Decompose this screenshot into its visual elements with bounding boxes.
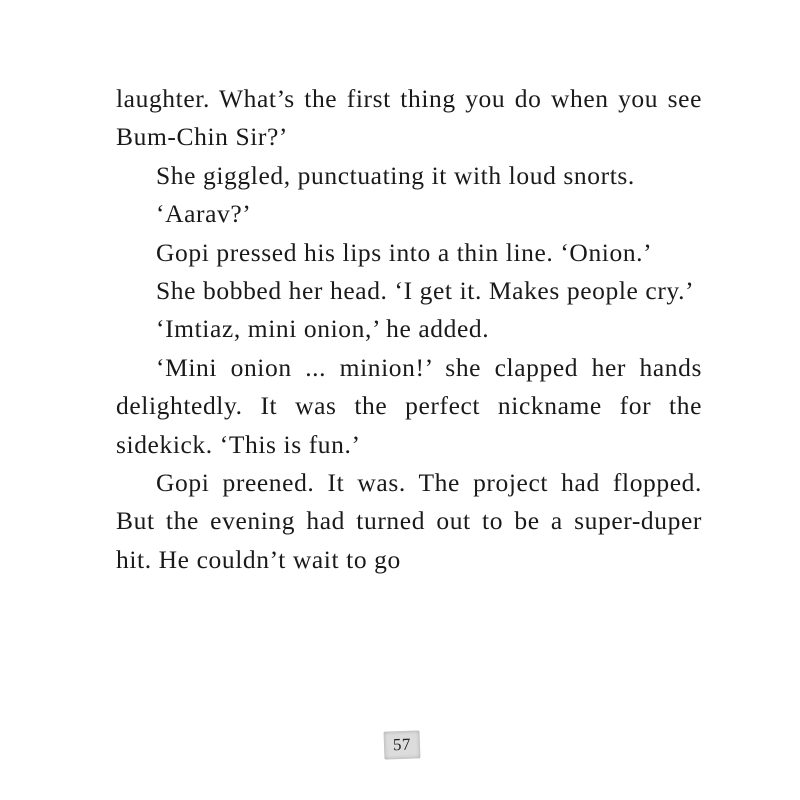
page-number-badge xyxy=(384,730,421,759)
paragraph-1: laughter. What’s the first thing you do when you see Bum-Chin Sir?’ xyxy=(116,84,702,152)
paragraph-5: She bobbed her head. ‘I get it. Makes people cry.’ xyxy=(156,276,695,306)
paragraph-6: ‘Imtiaz, mini onion,’ he added. xyxy=(156,314,490,344)
paragraph-4: Gopi pressed his lips into a thin line. ‘Onion.’ xyxy=(156,237,653,267)
paragraph-8: Gopi preened. It was. The project had flopped. But the evening had turned out to be a super-duper hit. He couldn’t wait to go xyxy=(116,468,702,574)
paragraph-7: ‘Mini onion ... minion!’ she clapped her hands delightedly. It was the perfect nickname for the sidekick. ‘This is fun.’ xyxy=(116,352,702,459)
paragraph-3: ‘Aarav?’ xyxy=(156,199,252,229)
body-text xyxy=(116,80,702,579)
paragraph-2: She giggled, punctuating it with loud snorts. xyxy=(156,160,635,190)
page-number: 57 xyxy=(392,734,412,755)
